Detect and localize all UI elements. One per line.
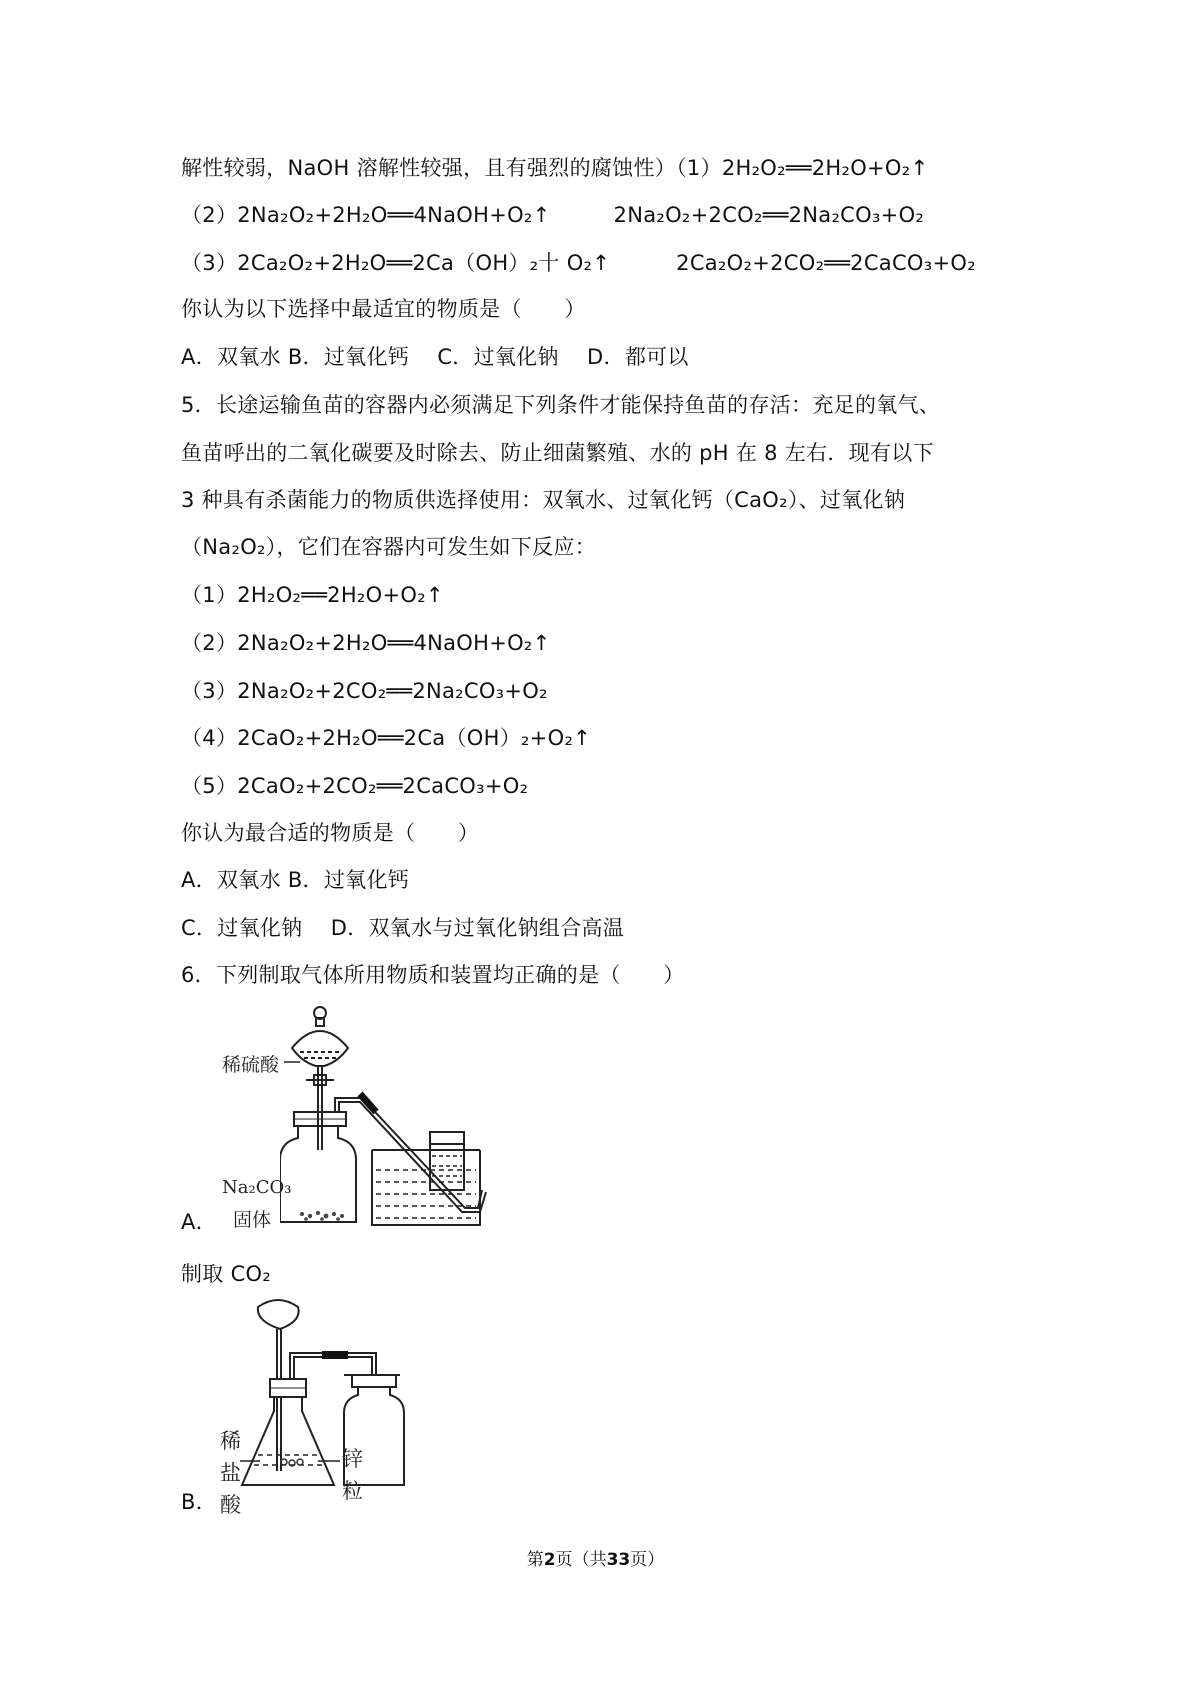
fig-b-zinc-char-1: 锌 (342, 1447, 363, 1471)
choices-5-a-b: A．双氧水 B．过氧化钙 (181, 868, 410, 892)
reaction-5: （5）2CaO₂+2CO₂══2CaCO₃+O₂ (181, 774, 529, 798)
reaction-4: （4）2CaO₂+2H₂O══2Ca（OH）₂+O₂↑ (181, 726, 592, 750)
page-number: 2 (543, 1550, 556, 1570)
fig-b-acid-char-3: 酸 (220, 1493, 241, 1517)
option-a-caption: 制取 CO₂ (181, 1262, 272, 1286)
option-a-letter: A． (181, 1210, 217, 1234)
fig-a-solid-label-1: Na₂CO₃ (222, 1177, 292, 1198)
apparatus-b-diagram (240, 1295, 440, 1510)
question-prompt-4: 你认为以下选择中最适宜的物质是（ ） (181, 297, 586, 321)
reaction-1: （1）2H₂O₂══2H₂O+O₂↑ (181, 583, 444, 607)
text-line-3: （3）2Ca₂O₂+2H₂O══2Ca（OH）₂十 O₂↑ 2Ca₂O₂+2CO₂══2CaCO₃+O₂ (181, 251, 976, 275)
fig-b-acid-char-2: 盐 (220, 1461, 241, 1485)
text-line-2: （2）2Na₂O₂+2H₂O══4NaOH+O₂↑ 2Na₂O₂+2CO₂══2Na₂CO₃+O₂ (181, 203, 925, 227)
question-5-line-4: （Na₂O₂），它们在容器内可发生如下反应： (181, 535, 597, 559)
text-line-1: 解性较弱，NaOH 溶解性较强，且有强烈的腐蚀性）（1）2H₂O₂══2H₂O+O₂↑ (181, 156, 929, 180)
reaction-3: （3）2Na₂O₂+2CO₂══2Na₂CO₃+O₂ (181, 679, 548, 703)
option-b-letter: B． (181, 1490, 218, 1514)
fig-a-acid-label: 稀硫酸 (222, 1054, 280, 1076)
page-footer: 第2页（共33页） (526, 1550, 665, 1570)
fig-a-solid-label-2: 固体 (233, 1209, 272, 1231)
question-5-line-2: 鱼苗呼出的二氧化碳要及时除去、防止细菌繁殖、水的 pH 在 8 左右．现有以下 (181, 441, 934, 465)
total-pages: 33 (606, 1550, 631, 1570)
question-5-line-3: 3 种具有杀菌能力的物质供选择使用：双氧水、过氧化钙（CaO₂）、过氧化钠 (181, 488, 906, 512)
fig-b-acid-char-1: 稀 (220, 1429, 241, 1453)
choices-4: A．双氧水 B．过氧化钙 C．过氧化钠 D．都可以 (181, 345, 689, 369)
question-prompt-5: 你认为最合适的物质是（ ） (181, 821, 480, 845)
reaction-2: （2）2Na₂O₂+2H₂O══4NaOH+O₂↑ (181, 631, 551, 655)
question-5-line-1: 5．长途运输鱼苗的容器内必须满足下列条件才能保持鱼苗的存活：充足的氧气、 (181, 393, 941, 417)
fig-b-zinc-char-2: 粒 (342, 1479, 363, 1503)
question-6: 6．下列制取气体所用物质和装置均正确的是（ ） (181, 963, 685, 987)
choices-5-c-d: C．过氧化钠 D．双氧水与过氧化钠组合高温 (181, 916, 625, 940)
fig-b-acid-label (220, 1425, 241, 1521)
apparatus-a-diagram (280, 1000, 520, 1230)
